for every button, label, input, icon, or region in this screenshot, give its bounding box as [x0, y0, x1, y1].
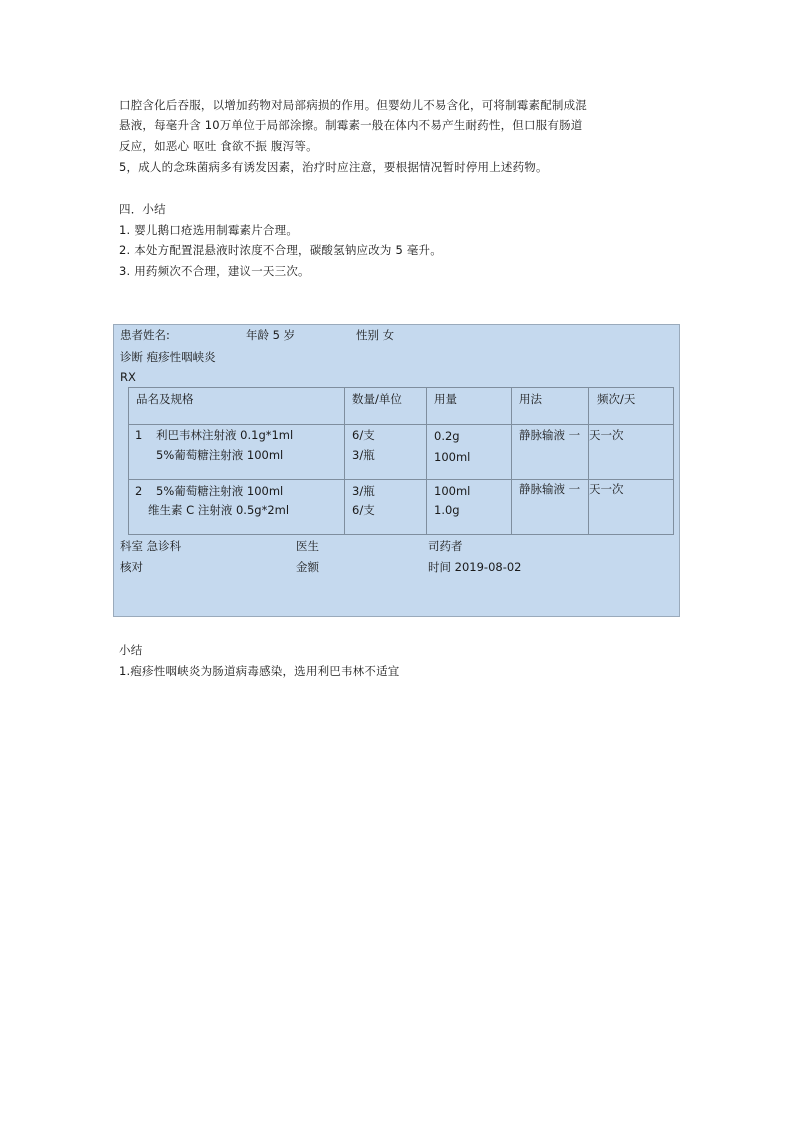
- summary-item-3: 3. 用药频次不合理，建议一天三次。: [119, 264, 310, 278]
- prescription-time: 时间 2019-08-02: [428, 560, 522, 574]
- group-2-dosage-2: 1.0g: [434, 503, 460, 517]
- table-header-divider: [128, 424, 674, 425]
- group-1-drug-2: 5%葡萄糖注射液 100ml: [156, 448, 284, 462]
- patient-age: 年龄 5 岁: [246, 328, 296, 342]
- doctor-label: 医生: [296, 539, 319, 553]
- group-1-drug-1: 利巴韦林注射液 0.1g*1ml: [156, 428, 294, 442]
- table-col-divider: [426, 387, 427, 535]
- table-row-divider: [128, 479, 674, 480]
- intro-line-1: 口腔含化后吞服，以增加药物对局部病损的作用。但婴幼儿不易含化，可将制霉素配制成混: [119, 98, 587, 112]
- diagnosis: 诊断 疱疹性咽峡炎: [120, 350, 216, 364]
- table-col-divider: [588, 387, 589, 535]
- group-1-quantity-2: 3/瓶: [352, 448, 375, 462]
- group-2-quantity-1: 3/瓶: [352, 484, 375, 498]
- final-summary-heading: 小结: [119, 643, 143, 657]
- group-2-drug-2: 维生素 C 注射液 0.5g*2ml: [148, 503, 290, 517]
- intro-line-3: 反应，如恶心 呕吐 食欲不振 腹泻等。: [119, 139, 318, 153]
- table-border-top: [128, 387, 674, 388]
- summary-item-1: 1. 婴儿鹅口疮选用制霉素片合理。: [119, 223, 299, 237]
- intro-line-2: 悬液，每毫升含 10万单位于局部涂擦。制霉素一般在体内不易产生耐药性，但口服有肠道: [119, 118, 583, 132]
- prescription-table: [128, 387, 674, 535]
- group-1-quantity-1: 6/支: [352, 428, 375, 442]
- group-2-number: 2: [135, 484, 143, 498]
- patient-name-label: 患者姓名:: [120, 328, 170, 342]
- group-2-usage: 静脉输液 一: [519, 482, 581, 496]
- header-frequency: 频次/天: [597, 392, 636, 406]
- group-2-drug-1: 5%葡萄糖注射液 100ml: [156, 484, 284, 498]
- header-quantity: 数量/单位: [352, 392, 402, 406]
- group-2-frequency: 天一次: [589, 482, 624, 496]
- intro-line-4: 5，成人的念珠菌病多有诱发因素，治疗时应注意，要根据情况暂时停用上述药物。: [119, 160, 548, 174]
- rx-label: RX: [120, 370, 136, 384]
- table-border-right: [673, 387, 674, 535]
- group-1-dosage-1: 0.2g: [434, 429, 460, 443]
- group-2-dosage-1: 100ml: [434, 484, 471, 498]
- amount-label: 金额: [296, 560, 319, 574]
- group-1-frequency: 天一次: [589, 428, 624, 442]
- header-drug-name: 品名及规格: [136, 392, 194, 406]
- department: 科室 急诊科: [120, 539, 182, 553]
- table-border-bottom: [128, 534, 674, 535]
- summary-item-2: 2. 本处方配置混悬液时浓度不合理，碳酸氢钠应改为 5 毫升。: [119, 243, 442, 257]
- group-1-dosage-2: 100ml: [434, 450, 471, 464]
- summary-heading: 四．小结: [119, 202, 166, 216]
- table-col-divider: [344, 387, 345, 535]
- group-2-quantity-2: 6/支: [352, 503, 375, 517]
- final-summary-item: 1.疱疹性咽峡炎为肠道病毒感染，选用利巴韦林不适宜: [119, 664, 400, 678]
- table-border-left: [128, 387, 129, 535]
- header-dosage: 用量: [434, 392, 457, 406]
- group-1-usage: 静脉输液 一: [519, 428, 581, 442]
- checker-label: 核对: [120, 560, 143, 574]
- patient-sex: 性别 女: [356, 328, 395, 342]
- header-usage: 用法: [519, 392, 542, 406]
- group-1-number: 1: [135, 428, 143, 442]
- pharmacist-label: 司药者: [428, 539, 463, 553]
- table-col-divider: [511, 387, 512, 535]
